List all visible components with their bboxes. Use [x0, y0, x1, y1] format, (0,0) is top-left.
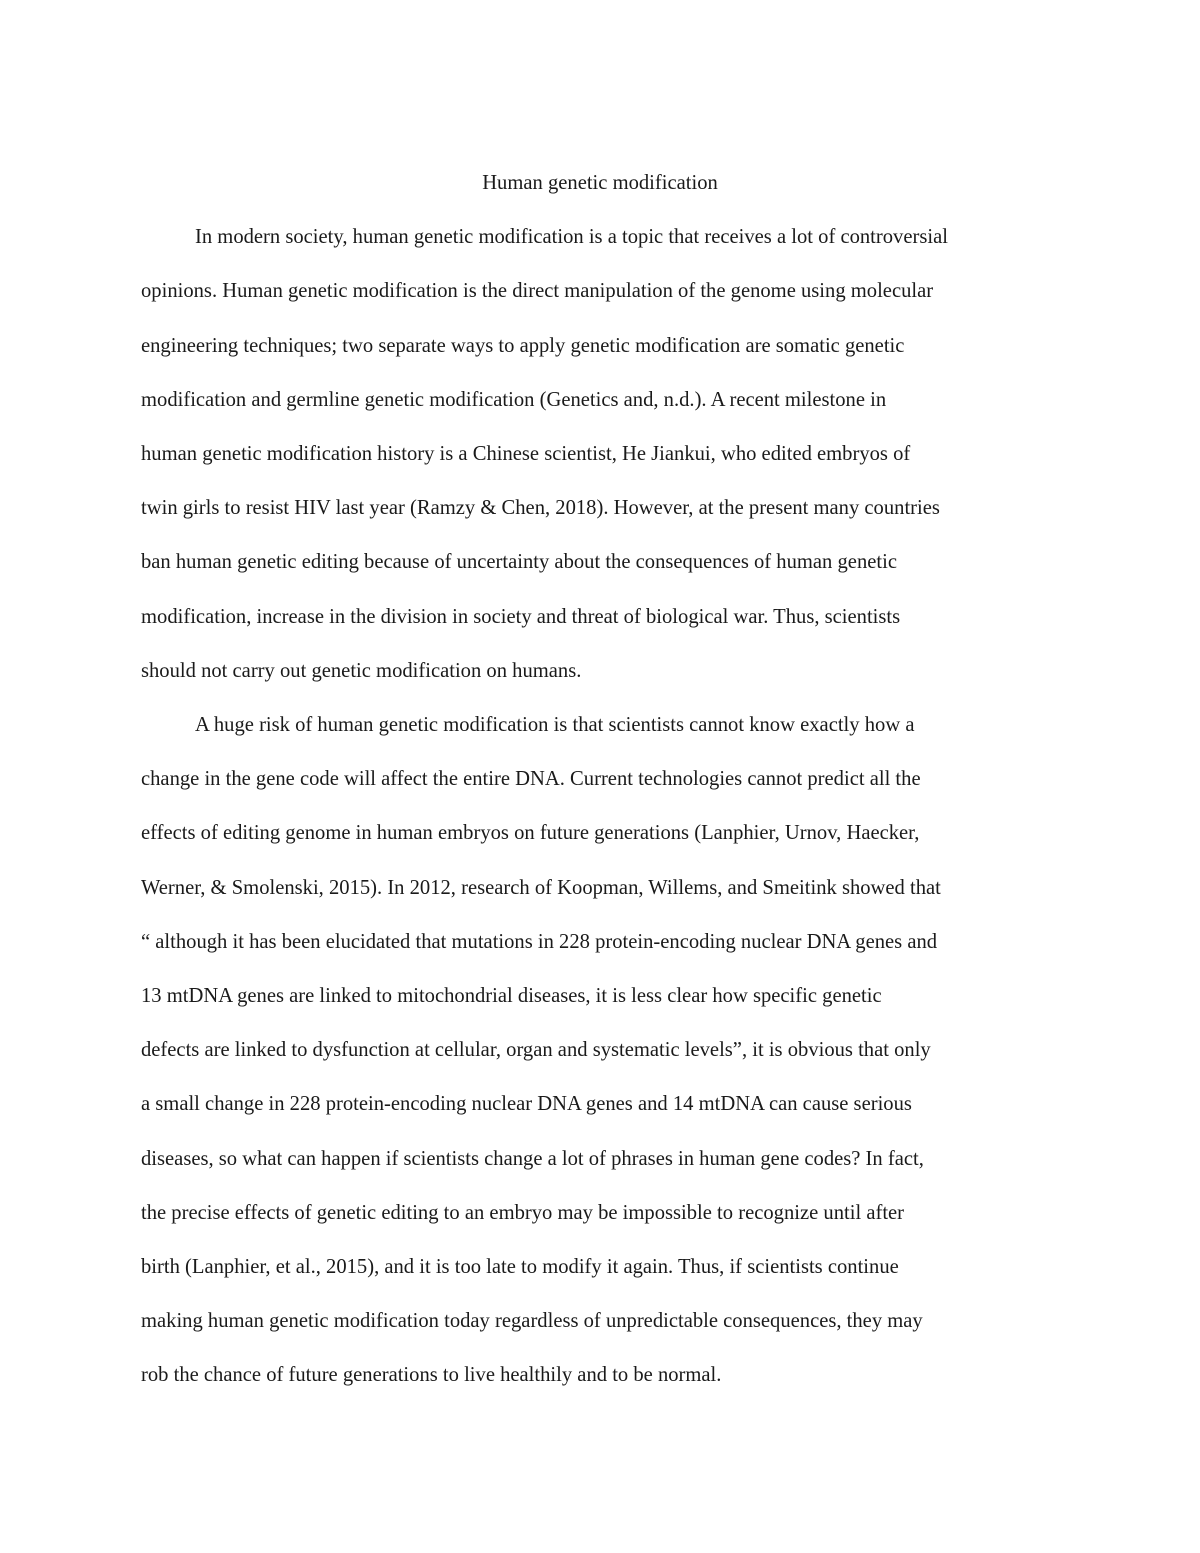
paragraph-line: defects are linked to dysfunction at cellular, organ and systematic levels”, it is obvious that only [141, 1039, 931, 1062]
paragraph-line: diseases, so what can happen if scientists change a lot of phrases in human gene codes? In fact, [141, 1147, 924, 1170]
paragraph-2 [141, 698, 1059, 1403]
paragraph-line: ban human genetic editing because of uncertainty about the consequences of human genetic [141, 551, 897, 574]
paragraph-line: the precise effects of genetic editing to an embryo may be impossible to recognize until after [141, 1201, 905, 1224]
paragraph-line: rob the chance of future generations to live healthily and to be normal. [141, 1364, 722, 1387]
paragraph-line: “ although it has been elucidated that mutations in 228 protein-encoding nuclear DNA genes and [141, 930, 938, 953]
paragraph-line: human genetic modification history is a Chinese scientist, He Jiankui, who edited embryos of [141, 443, 911, 466]
paragraph-1 [141, 210, 1059, 698]
paragraph-line: In modern society, human genetic modification is a topic that receives a lot of controversial [195, 226, 948, 249]
paragraph-line: engineering techniques; two separate ways to apply genetic modification are somatic genetic [141, 334, 905, 357]
paragraph-line: modification and germline genetic modification (Genetics and, n.d.). A recent milestone in [141, 388, 887, 411]
document-body [141, 156, 1059, 1403]
paragraph-line: modification, increase in the division in society and threat of biological war. Thus, scientists [141, 605, 901, 628]
paragraph-line: making human genetic modification today regardless of unpredictable consequences, they may [141, 1310, 923, 1333]
document-title: Human genetic modification [482, 172, 718, 194]
paragraph-line: opinions. Human genetic modification is the direct manipulation of the genome using molecular [141, 280, 934, 303]
paragraph-line: effects of editing genome in human embryos on future generations (Lanphier, Urnov, Haecker, [141, 822, 920, 845]
paragraph-line: A huge risk of human genetic modification is that scientists cannot know exactly how a [195, 714, 915, 737]
paragraph-line: birth (Lanphier, et al., 2015), and it is too late to modify it again. Thus, if scientists continue [141, 1256, 899, 1279]
paragraph-line: change in the gene code will affect the entire DNA. Current technologies cannot predict all the [141, 768, 921, 791]
paragraph-line: should not carry out genetic modification on humans. [141, 659, 582, 682]
paragraph-line: 13 mtDNA genes are linked to mitochondrial diseases, it is less clear how specific genetic [141, 985, 882, 1008]
paragraph-line: Werner, & Smolenski, 2015). In 2012, research of Koopman, Willems, and Smeitink showed that [141, 876, 941, 899]
paragraph-line: a small change in 228 protein-encoding nuclear DNA genes and 14 mtDNA can cause serious [141, 1093, 912, 1116]
paragraph-line: twin girls to resist HIV last year (Ramzy & Chen, 2018). However, at the present many countries [141, 497, 940, 520]
